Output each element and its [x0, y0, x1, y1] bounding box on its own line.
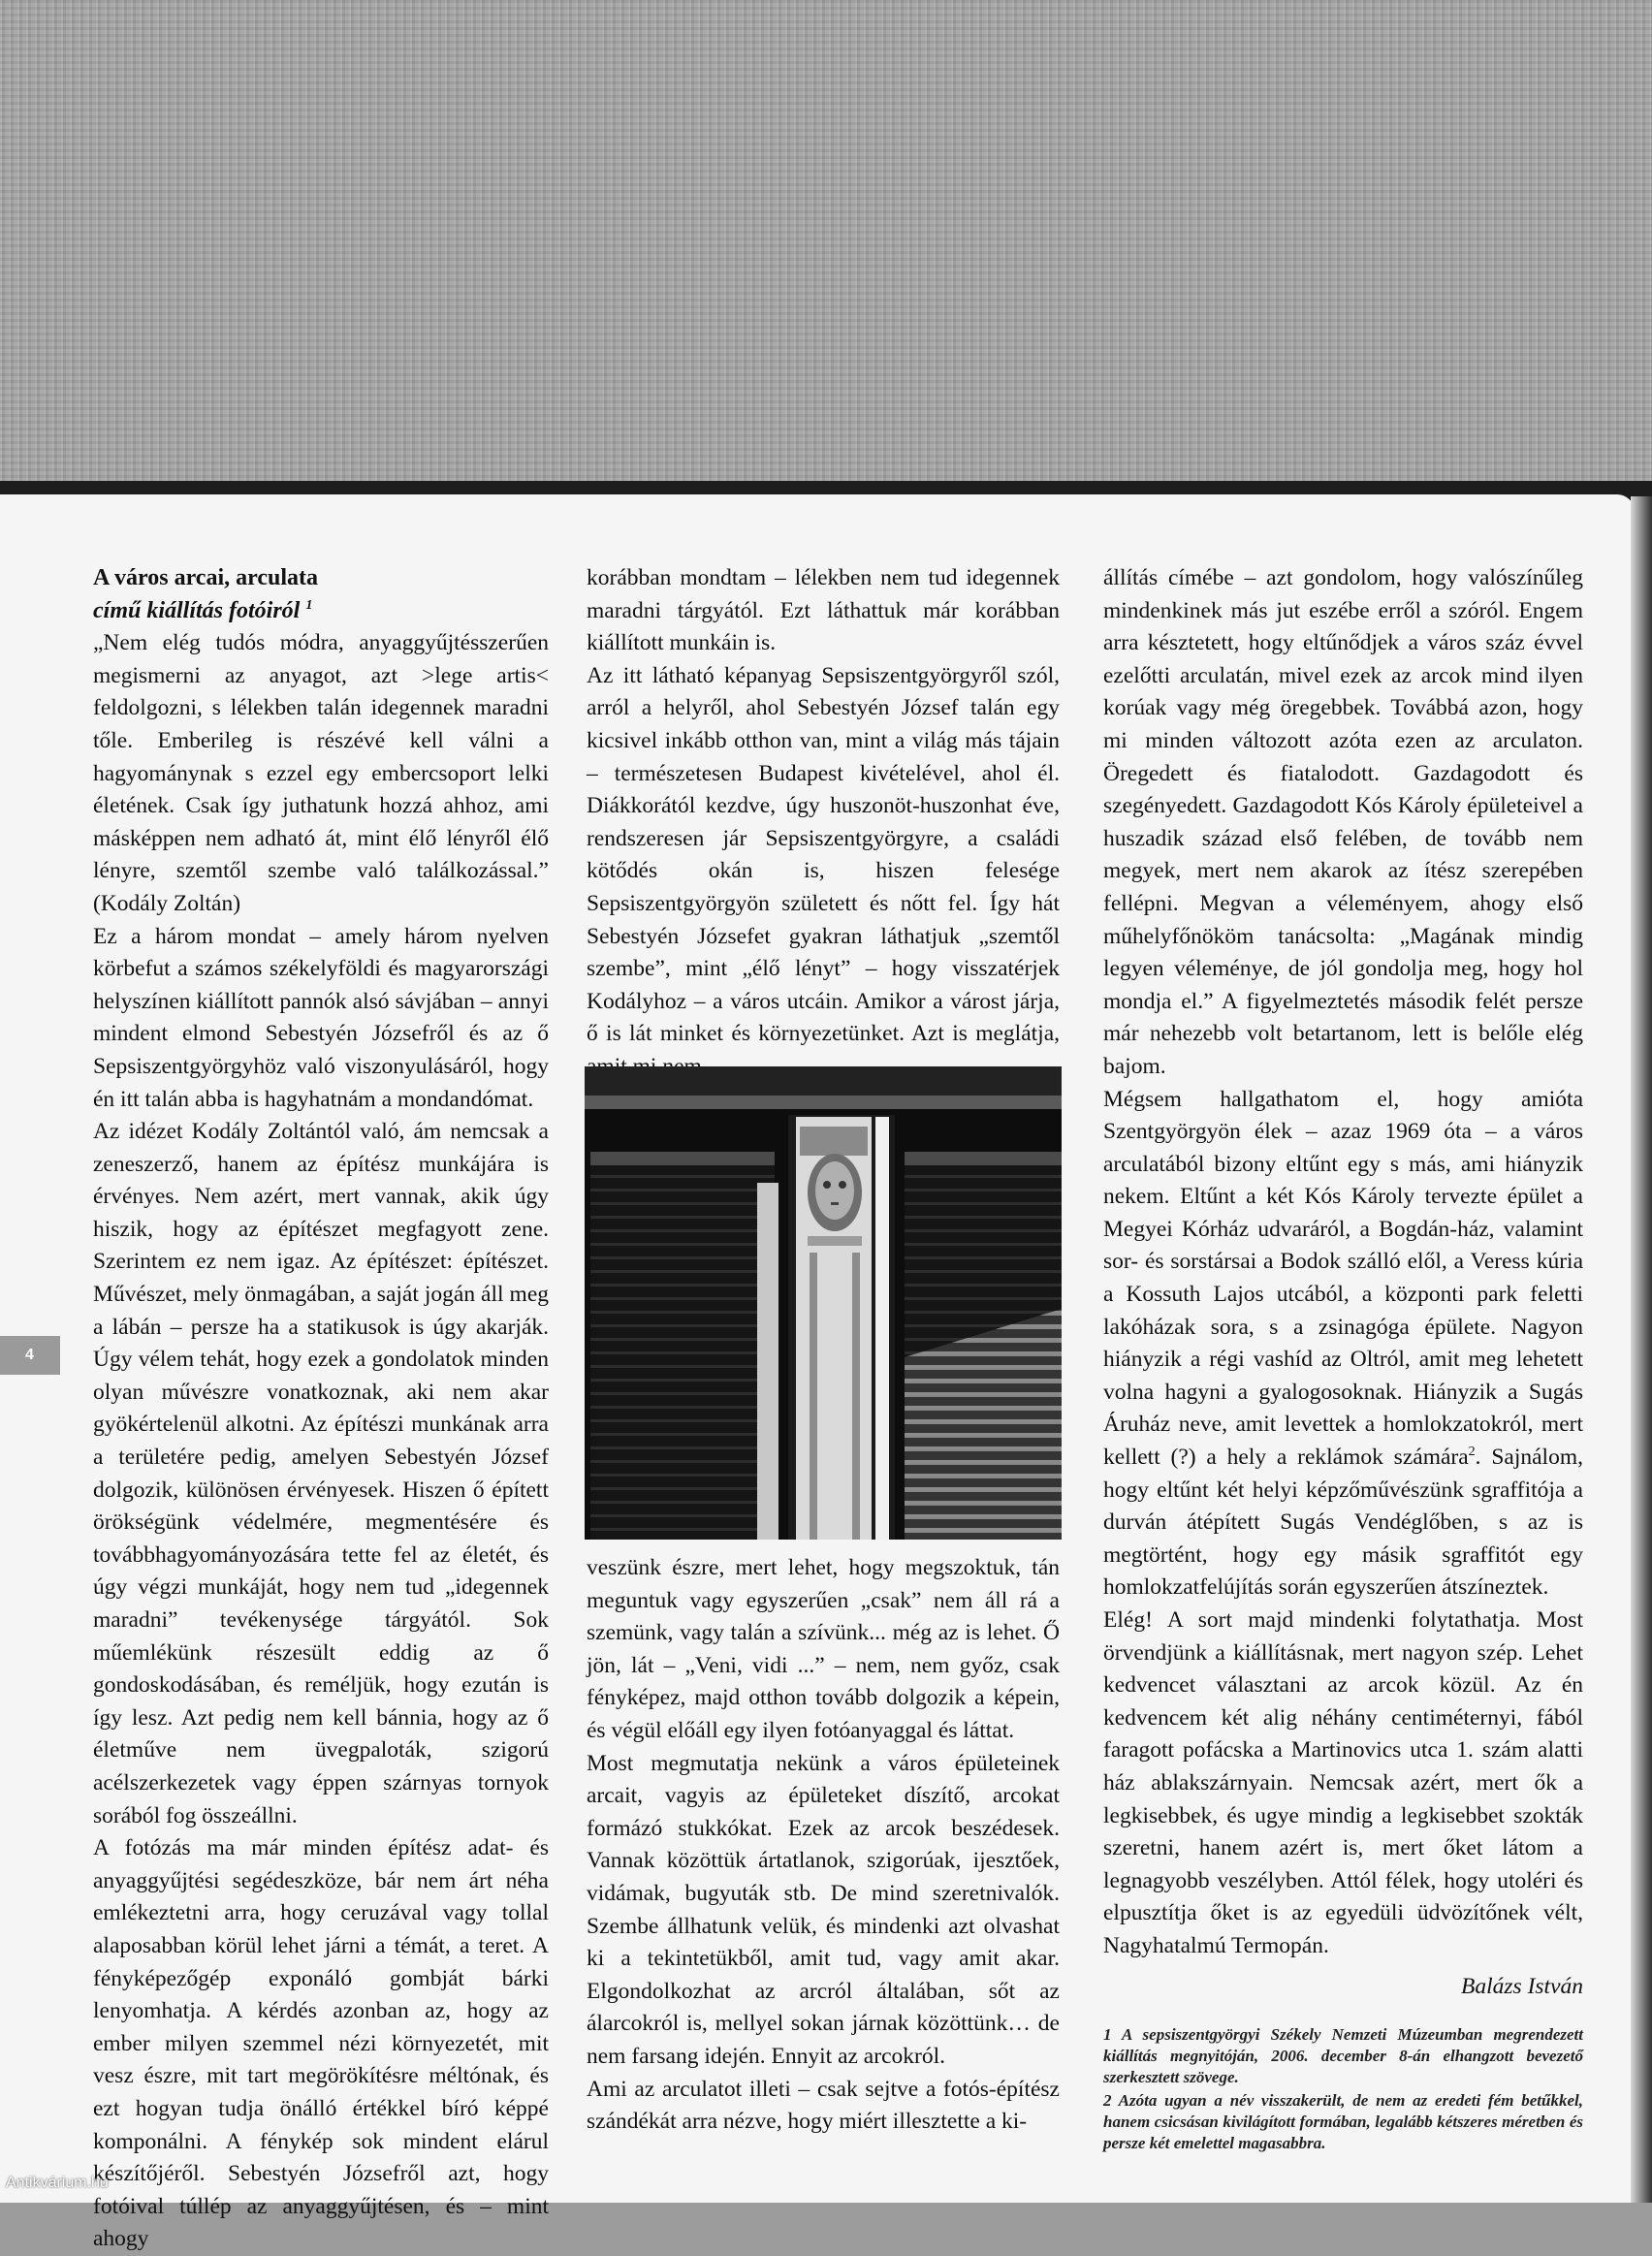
- article-title: A város arcai, arculata: [93, 565, 318, 590]
- background-surface: [0, 0, 1652, 485]
- page-edge: [1631, 496, 1652, 2203]
- page-number-tab: 4: [0, 1336, 60, 1375]
- footnotes: [1103, 2024, 1583, 2154]
- paragraph: Az itt látható képanyag Sepsiszentgyörgyről szól, arról a helyről, ahol Sebestyén József talán egy kicsivel inkább otthon van, mint a világ más tájain – természetesen Budapest kivételével, ahol él. Diákkorától kezdve, úgy huszonöt-huszonhat éve, rendszeresen jár Sepsiszentgyörgyre, a családi kötődés okán is, hiszen felesége Sepsiszentgyörgyön született és nőtt fel. Így hát Sebestyén Józsefet gyakran láthatjuk „szemtől szembe”, mint „élő lényt” – hogy visszatérjek Kodályhoz – a város utcáin. Amikor a várost járja, ő is lát minket és környezetünket. Azt is meglátja,: [587, 662, 1060, 1047]
- footnote-ref-1: 1: [305, 597, 313, 613]
- paragraph: A fotózás ma már minden építész adat- és anyaggyűjtési segédeszköze, bár nem árt néha emlékeztetni arra, hogy ceruzával vagy tollal alaposabban körül lehet járni a témát, a teret. A fényképezőgép exponáló gombját bárki lenyomhatja. A kérdés azonban az, hogy az ember milyen szemmel nézi környezetét, mit vesz észre, mit tart megörökítésre méltónak, és ezt hogyan tudja önálló értékkel bíró képpé komponálni. A fénykép sok mindent elárul készítőjéről. Sebestyén Józsefről azt, hogy fotóival túllép az anyaggyűjtésen, és – mint ahogy: [93, 1835, 549, 2252]
- footnote-2: 2 Azóta ugyan a név visszakerült, de nem az eredeti fém betűkkel, hanem csicsásan kivilágított formában, legalább kétszeres méretben és persze két emelettel magasabbra.: [1103, 2091, 1583, 2153]
- paragraph: veszünk észre, mert lehet, hogy megszoktuk, tán meguntuk vagy egyszerűen „csak” nem áll rá a szemünk, vagy talán a szívünk... még az is lehet. Ő jön, lát – „Veni, vidi ...” – nem, nem győz, csak fényképez, majd otthon tovább dolgozik a képein, és végül előáll egy ilyen fotóanyaggal és láttat.: [587, 1555, 1060, 1743]
- author-signature: Balázs István: [1461, 1973, 1583, 1999]
- photo-illustration: [585, 1066, 1062, 1540]
- text-column-2: [587, 562, 1060, 1084]
- paragraph: Ami az arculatot illeti – csak sejtve a fotós-építész szándékát arra nézve, hogy miért illesztette a ki-: [587, 2076, 1060, 2135]
- paragraph: Elég! A sort majd mindenki folytathatja. Most örvendjünk a kiállításnak, mert nagyon szép. Lehet kedvencet választani az arcok közül. Az én kedvencem két alig néhány centiméternyi, fából faragott pofácska a Martinovics utca 1. szám alatti ház ablakszárnyain. Nemcsak azért, mert ők a legkisebbek, és ugye mindig a legkisebbet szokták szeretni, hanem azért is, mert őket látom a legnagyobb veszélyben. Attól félek, hogy utoléri és elpusztítja őket is az egyedüli üdvözítőnek vélt, Nagyhatalmú Termopán.: [1103, 1607, 1583, 1958]
- paragraph: korábban mondtam – lélekben nem tud idegennek maradni tárgyától. Ezt láthattuk már korábban kiállított munkáin is.: [587, 565, 1060, 656]
- text-column-1: [93, 562, 549, 2256]
- photo-window-stucco-face: [585, 1066, 1062, 1540]
- paragraph: Mégsem hallgathatom el, hogy amióta Szentgyörgyön élek – azaz 1969 óta – a város arculatából bizony eltűnt egy s más, ami hiányzik nekem. Eltűnt a két Kós Károly tervezte épület a Megyei Kórház udvaráról, a Bogdán-ház, valamint sor- és sorstársai a Bodok szálló elől, a Veress kúria a Kossuth Lajos utcából, a központi park feletti lakóházak sora, s a zsinagóga épülete. Nagyon hiányzik a régi vashíd az Oltról, amit meg lehetett volna hagyni a gyalogosoknak. Hiányzik a Sugás Áruház neve, amit levettek a homlokzatokról, mert kellett (?) a hely a reklámok számára$^2$. Sajnálom, hogy eltűnt két helyi képzőművészünk sgraffitója a durván átépített Sugás Vendéglőben, s az is megtörtént, hogy egy másik sgraffitót egy homlokzatfelújítás során egyszerűen átszíneztek.: [1103, 1086, 1583, 1601]
- paragraph: Ez a három mondat – amely három nyelven körbefut a számos székelyföldi és magyarországi helyszínen kiállított pannók alsó sávjában – annyi mindent elmond Sebestyén Józsefről és az ő Sepsiszentgyörgyhöz való viszonyulásáról, hogy én itt talán abba is hagyhatnám a mondandómat.: [93, 923, 549, 1112]
- paragraph: Az idézet Kodály Zoltántól való, ám nemcsak a zeneszerző, hanem az építész munkájára is érvényes. Nem azért, mert vannak, akik úgy hiszik, hogy az építészet megfagyott zene. Szerintem ez nem igaz. Az építészet: építészet. Művészet, mely önmagában, a saját jogán áll meg a lábán – persze ha a statikusok is úgy akarják. Úgy vélem tehát, hogy ezek a gondolatok minden olyan művészre vonatkoznak, aki nem akar gyökértelenül alkotni. Az építészi munkának arra a területére pedig, amelyen Sebestyén József dolgozik, különösen érvényesek. Hiszen ő épített örökségünk védelmére, megmentésére és továbbhagyományozására tette fel az életét, és úgy végzi munkáját, hogy nem tud „idegennek maradni” tevékenysége tárgyától. Sok műemlékünk részesült eddig az ő gondoskodásában, és reméljük, hogy ezután is így lesz. Azt pedig nem kell bánnia, hogy az ő életműve nem üvegpaloták, szigorú acélszerkezetek vagy éppen szárnyas tornyok sorából fog összeállni.: [93, 1119, 549, 1828]
- paragraph: állítás címébe – azt gondolom, hogy valószínűleg mindenkinek más jut eszébe erről a szóról. Engem arra késztetett, hogy eltűnődjek a város száz évvel ezelőtti arculatán, mivel ezek az arcok mind ilyen korúak vagy még öregebbek. Továbbá azon, hogy mi minden változott azóta ezen az arculaton. Öregedett és fiatalodott. Gazdagodott és szegényedett. Gazdagodott Kós Károly épületeivel a huszadik század első felében, de tovább nem megyek, mert nem akarok az ítész szerepében fellépni. Megvan a véleményem, ahogy első műhelyfőnököm tanácsolta: „Magának mindig legyen véleménye, de jól gondolja meg, hogy hol mondja el.” A figyelmeztetés második felét persze már nehezebb volt betartanom, lett is belőle elég bajom.: [1103, 565, 1583, 1079]
- footnote-1: 1 A sepsiszentgyörgyi Székely Nemzeti Múzeumban megrendezett kiállítás megnyitóján, 2006. december 8-án elhangzott bevezető szerkesztett szövege.: [1103, 2025, 1583, 2087]
- paragraph: „Nem elég tudós módra, anyaggyűjtésszerűen megismerni az anyagot, azt >lege artis< feldolgozni, s lélekben talán idegennek maradni tőle. Emberileg is részévé kell válni a hagyománynak s ezzel egy embercsoport lelki életének. Csak így juthatunk hozzá ahhoz, ami másképpen nem adható át, mint élő lényről élő lényre, szemtől szembe való találkozással.” (Kodály Zoltán): [93, 630, 549, 916]
- article-subtitle: című kiállítás fotóiról $^1$: [93, 597, 313, 623]
- watermark: Antikvárium.hu: [6, 2175, 109, 2191]
- paragraph: Most megmutatja nekünk a város épületeinek arcait, vagyis az épületeket díszítő, arcokat formázó stukkókat. Ezek az arcok beszédesek. Vannak közöttük ártatlanok, szigorúak, ijesztőek, vidámak, bugyuták stb. De mind szeretnivalók. Szembe állhatunk velük, és mindenki azt olvashat ki a tekintetükből, amit tud, vagy amit akar. Elgondolkozhat az arcról általában, sőt az álarcokról is, mellyel sokan járnak közöttünk… de nem farsang idején. Ennyit az arcokról.: [587, 1750, 1060, 2069]
- text-column-3: [1103, 562, 1583, 2156]
- footnote-ref-2: 2: [1468, 1445, 1476, 1460]
- text-column-2-continued: [587, 1552, 1060, 2139]
